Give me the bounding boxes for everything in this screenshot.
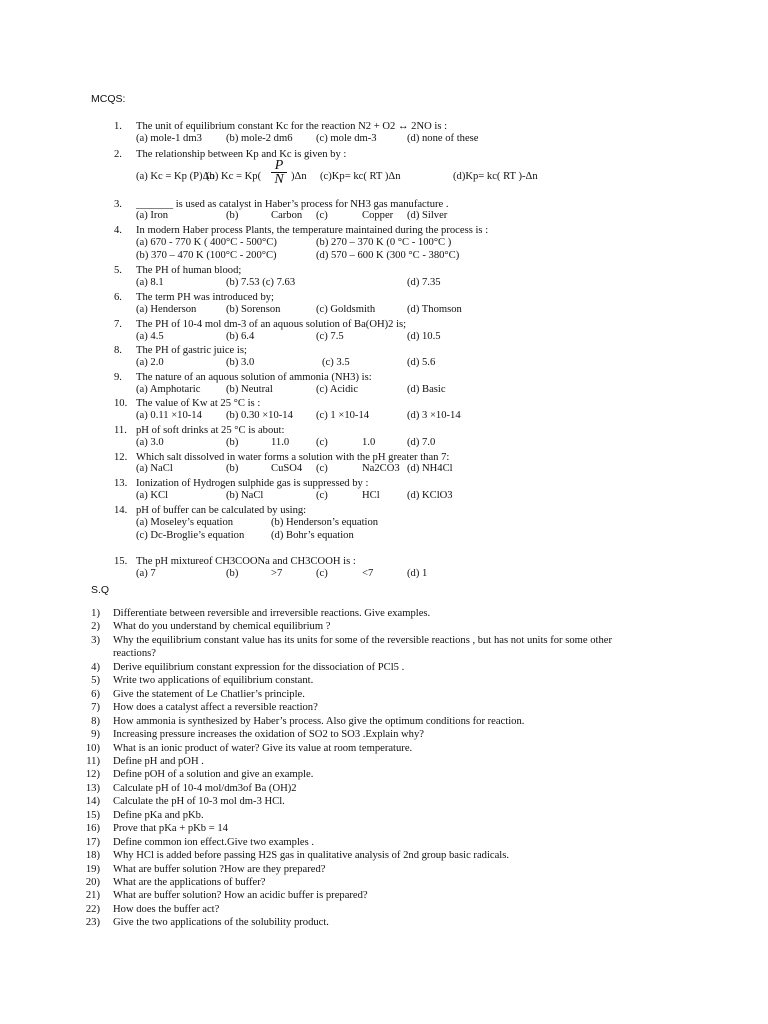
question-text: reactions? <box>113 648 156 660</box>
question-number: 3. <box>114 199 122 210</box>
question-text: Increasing pressure increases the oxidation of SO2 to SO3 .Explain why? <box>113 729 424 741</box>
question-text: _______ is used as catalyst in Haber’s process for NH3 gas manufacture . <box>136 199 449 210</box>
answer-option: (d)Kp= kc( RT )-Δn <box>453 171 538 182</box>
question-text: pH of soft drinks at 25 °C is about: <box>136 425 285 436</box>
fraction <box>271 159 287 186</box>
answer-option: (a) mole-1 dm3 <box>136 133 202 144</box>
question-text: Differentiate between reversible and irreversible reactions. Give examples. <box>113 608 431 619</box>
question-number: 15) <box>85 809 100 821</box>
answer-option: (d) 7.35 <box>407 277 441 288</box>
question-text: The PH of 10-4 mol dm-3 of an aquous solution of Ba(OH)2 is; <box>136 319 407 330</box>
answer-option: (d) 570 – 600 K (300 °C - 380°C) <box>316 250 460 261</box>
question-text: The PH of human blood; <box>136 265 242 276</box>
answer-option: (a) 3.0 <box>136 437 164 448</box>
question-number: 21) <box>85 890 100 902</box>
answer-option: (a) 4.5 <box>136 331 164 342</box>
answer-option: (a) 670 - 770 K ( 400°C - 500°C) <box>136 237 277 248</box>
question-text: The nature of an aquous solution of ammonia (NH3) is: <box>136 372 372 383</box>
answer-option: <7 <box>362 568 374 579</box>
question-number: 13) <box>85 782 100 794</box>
answer-option: (d) Thomson <box>407 304 462 315</box>
question-number: 4. <box>114 225 122 236</box>
question-text: Prove that pKa + pKb = 14 <box>113 823 228 835</box>
answer-option: (d) Basic <box>407 384 446 395</box>
question-number: 12. <box>114 452 128 463</box>
fraction-numerator: P <box>271 159 287 173</box>
answer-option: (b) 370 – 470 K (100°C - 200°C) <box>136 250 277 261</box>
question-text: What are the applications of buffer? <box>113 877 266 888</box>
question-number: 13. <box>114 478 128 489</box>
question-text: pH of buffer can be calculated by using: <box>136 505 307 516</box>
question-number: 16) <box>85 823 100 835</box>
answer-option: (d) NH4Cl <box>407 463 453 474</box>
answer-option: (a) KCl <box>136 490 169 501</box>
answer-option: (d) 10.5 <box>407 331 441 342</box>
answer-option: HCl <box>362 490 380 501</box>
answer-option: (b) 6.4 <box>226 331 255 342</box>
question-number: 2. <box>114 149 122 160</box>
answer-option: (a) 7 <box>136 568 156 579</box>
question-text: How does the buffer act? <box>113 903 220 915</box>
answer-option: (d) 1 <box>407 568 428 579</box>
question-text: Define pOH of a solution and give an example. <box>113 769 314 781</box>
question-number: 10) <box>85 742 100 754</box>
question-number: 17) <box>85 836 100 848</box>
question-text: Give the two applications of the solubility product. <box>113 917 329 929</box>
question-number: 5. <box>114 265 122 276</box>
answer-option: (c) <box>316 463 328 474</box>
answer-option: (b) Sorenson <box>226 304 281 315</box>
question-number: 4) <box>91 661 100 673</box>
question-text: Define pKa and pKb. <box>113 809 204 821</box>
answer-option: (c) Acidic <box>316 384 359 395</box>
answer-option: )Δn <box>291 171 307 182</box>
answer-option: (d) 7.0 <box>407 437 436 448</box>
answer-option: (a) Iron <box>136 210 169 221</box>
question-text: How ammonia is synthesized by Haber’s process. Also give the optimum conditions for reaction. <box>113 715 525 727</box>
question-text: The unit of equilibrium constant Kc for the reaction N2 + O2 ↔ 2NO is : <box>136 121 448 132</box>
question-text: Calculate the pH of 10-3 mol dm-3 HCl. <box>113 796 285 808</box>
question-text: What do you understand by chemical equilibrium ? <box>113 621 331 633</box>
question-text: Why HCl is added before passing H2S gas in qualitative analysis of 2nd group basic radicals. <box>113 850 510 862</box>
answer-option: Copper <box>362 210 394 221</box>
fraction-denominator: N <box>274 172 284 187</box>
answer-option: (b) NaCl <box>226 490 264 501</box>
answer-option: (b) <box>226 210 239 221</box>
question-number: 8) <box>91 715 100 727</box>
answer-option: (c) <box>316 437 328 448</box>
question-text: Calculate pH of 10-4 mol/dm3of Ba (OH)2 <box>113 782 297 794</box>
answer-option: (c) 1 ×10-14 <box>316 410 370 421</box>
question-number: 14) <box>85 796 100 808</box>
question-text: What is an ionic product of water? Give its value at room temperature. <box>113 742 413 754</box>
question-number: 19) <box>85 863 100 875</box>
question-text: Why the equilibrium constant value has its units for some of the reversible reactions , but has not units for some other <box>113 634 612 646</box>
answer-option: (a) Amphotaric <box>136 384 201 395</box>
answer-option: >7 <box>271 568 283 579</box>
question-number: 10. <box>114 398 128 409</box>
question-number: 23) <box>85 917 100 929</box>
answer-option: (a) Henderson <box>136 304 197 315</box>
answer-option: (d) none of these <box>407 133 479 144</box>
question-number: 7) <box>91 702 100 714</box>
answer-option: (a) Kc = Kp (P)Δn <box>136 171 215 182</box>
answer-option: (b) mole-2 dm6 <box>226 133 293 144</box>
question-text: How does a catalyst affect a reversible reaction? <box>113 702 318 714</box>
answer-option: (c) 7.5 <box>316 331 344 342</box>
answer-option: (c) 3.5 <box>322 357 350 368</box>
answer-option: (b) Henderson’s equation <box>271 517 379 528</box>
question-text: Define pH and pOH . <box>113 755 204 767</box>
question-text: The pH mixtureof CH3COONa and CH3COOH is : <box>136 556 356 567</box>
question-number: 1. <box>114 121 122 132</box>
question-number: 22) <box>85 903 100 915</box>
question-text: Write two applications of equilibrium constant. <box>113 675 314 687</box>
question-number: 15. <box>114 556 128 567</box>
question-number: 1) <box>91 608 100 619</box>
question-text: What are buffer solution ?How are they prepared? <box>113 863 326 875</box>
question-number: 14. <box>114 505 128 516</box>
sq-heading: S.Q <box>91 584 110 596</box>
answer-option: (a) Moseley’s equation <box>136 517 234 528</box>
answer-option: (d) 5.6 <box>407 357 436 368</box>
answer-option: (c) <box>316 490 328 501</box>
answer-option: CuSO4 <box>271 463 303 474</box>
answer-option: (d) Silver <box>407 210 448 221</box>
answer-option: (b) <box>226 463 239 474</box>
answer-option: (c)Kp= kc( RT )Δn <box>320 171 401 182</box>
question-number: 12) <box>85 769 100 781</box>
question-text: The value of Kw at 25 °C is : <box>136 398 261 409</box>
question-number: 11. <box>114 425 127 436</box>
answer-option: (b) 0.30 ×10-14 <box>226 410 293 421</box>
question-text: Give the statement of Le Chatlier’s principle. <box>113 688 305 700</box>
question-number: 6) <box>91 688 100 700</box>
question-number: 9. <box>114 372 122 383</box>
question-text: Derive equilibrium constant expression for the dissociation of PCl5 . <box>113 661 405 673</box>
answer-option: (a) 2.0 <box>136 357 164 368</box>
question-text: Define common ion effect.Give two examples . <box>113 836 315 848</box>
question-number: 18) <box>85 850 100 862</box>
answer-option: 1.0 <box>362 437 376 448</box>
question-number: 9) <box>91 729 100 741</box>
answer-option: Carbon <box>271 210 303 221</box>
answer-option: (a) 8.1 <box>136 277 164 288</box>
answer-option: (b) <box>226 568 239 579</box>
answer-option: (c) Dc-Broglie’s equation <box>136 530 245 541</box>
answer-option: (d) 3 ×10-14 <box>407 410 461 421</box>
question-text: The PH of gastric juice is; <box>136 345 247 356</box>
question-number: 7. <box>114 319 122 330</box>
answer-option: (c) mole dm-3 <box>316 133 377 144</box>
question-text: The relationship between Kp and Kc is given by : <box>136 149 347 160</box>
question-number: 8. <box>114 345 122 356</box>
answer-option: (a) 0.11 ×10-14 <box>136 410 202 421</box>
answer-option: 11.0 <box>271 437 290 448</box>
question-text: Which salt dissolved in water forms a solution with the pH greater than 7: <box>136 452 450 463</box>
answer-option: (b) <box>226 437 239 448</box>
question-text: What are buffer solution? How an acidic buffer is prepared? <box>113 890 368 902</box>
question-number: 3) <box>91 634 100 646</box>
answer-option: Na2CO3 <box>362 463 400 474</box>
answer-option: (b) 3.0 <box>226 357 255 368</box>
question-text: Ionization of Hydrogen sulphide gas is suppressed by : <box>136 478 369 489</box>
question-number: 6. <box>114 292 122 303</box>
question-number: 11) <box>86 755 100 767</box>
answer-option: (d) Bohr’s equation <box>271 530 354 541</box>
answer-option: (c) <box>316 210 328 221</box>
question-number: 5) <box>91 675 100 687</box>
answer-option: (b) Neutral <box>226 384 273 395</box>
answer-option: (b) 270 – 370 K (0 °C - 100°C ) <box>316 237 452 248</box>
answer-option: (a) NaCl <box>136 463 173 474</box>
answer-option: (d) KClO3 <box>407 490 453 501</box>
question-number: 2) <box>91 621 100 633</box>
question-text: The term PH was introduced by; <box>136 292 274 303</box>
answer-option: (b) 7.53 (c) 7.63 <box>226 277 296 288</box>
answer-option: (c) <box>316 568 328 579</box>
question-number: 20) <box>85 877 100 888</box>
answer-option: (c) Goldsmith <box>316 304 376 315</box>
question-text: In modern Haber process Plants, the temperature maintained during the process is : <box>136 225 489 236</box>
answer-option: (b) Kc = Kp( <box>206 171 262 182</box>
mcqs-heading: MCQS: <box>91 93 126 105</box>
